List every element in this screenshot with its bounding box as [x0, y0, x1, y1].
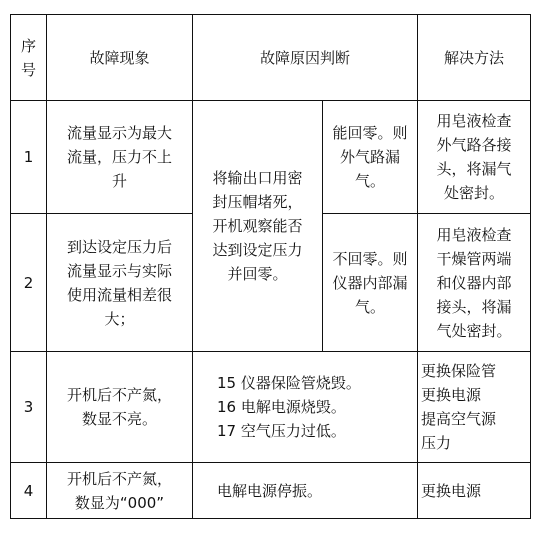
- row-cause-result: 不回零。则 仪器内部漏 气。: [323, 214, 418, 352]
- header-no: [11, 15, 47, 101]
- fault-table: [10, 14, 531, 519]
- table-row: [11, 101, 531, 214]
- header-row: [11, 15, 531, 101]
- row-no: 2: [11, 214, 47, 352]
- row-solution: 更换保险管 更换电源 提高空气源 压力: [418, 352, 531, 463]
- row-cause: 15 仪器保险管烧毁。 16 电解电源烧毁。 17 空气压力过低。: [193, 352, 418, 463]
- row-cause-shared: 将输出口用密 封压帽堵死， 开机观察能否 达到设定压力 并回零。: [193, 101, 323, 352]
- row-no: 4: [11, 463, 47, 519]
- row-symptom: 流量显示为最大 流量，压力不上 升: [47, 101, 193, 214]
- table-row: [11, 352, 531, 463]
- header-no-line1: 序: [20, 36, 36, 55]
- row-no: 3: [11, 352, 47, 463]
- header-no-line2: 号: [20, 60, 36, 79]
- header-solution: 解决方法: [418, 15, 531, 101]
- row-solution: 更换电源: [418, 463, 531, 519]
- row-cause-result: 能回零。则 外气路漏 气。: [323, 101, 418, 214]
- row-cause: 电解电源停振。: [193, 463, 418, 519]
- row-solution: 用皂液检查 外气路各接 头，将漏气 处密封。: [418, 101, 531, 214]
- header-cause: 故障原因判断: [193, 15, 418, 101]
- header-symptom: 故障现象: [47, 15, 193, 101]
- row-symptom: 开机后不产氮， 数显为“000”: [47, 463, 193, 519]
- row-no: 1: [11, 101, 47, 214]
- table-row: [11, 463, 531, 519]
- row-solution: 用皂液检查 干燥管两端 和仪器内部 接头，将漏 气处密封。: [418, 214, 531, 352]
- row-symptom: 开机后不产氮， 数显不亮。: [47, 352, 193, 463]
- row-symptom: 到达设定压力后 流量显示与实际 使用流量相差很 大；: [47, 214, 193, 352]
